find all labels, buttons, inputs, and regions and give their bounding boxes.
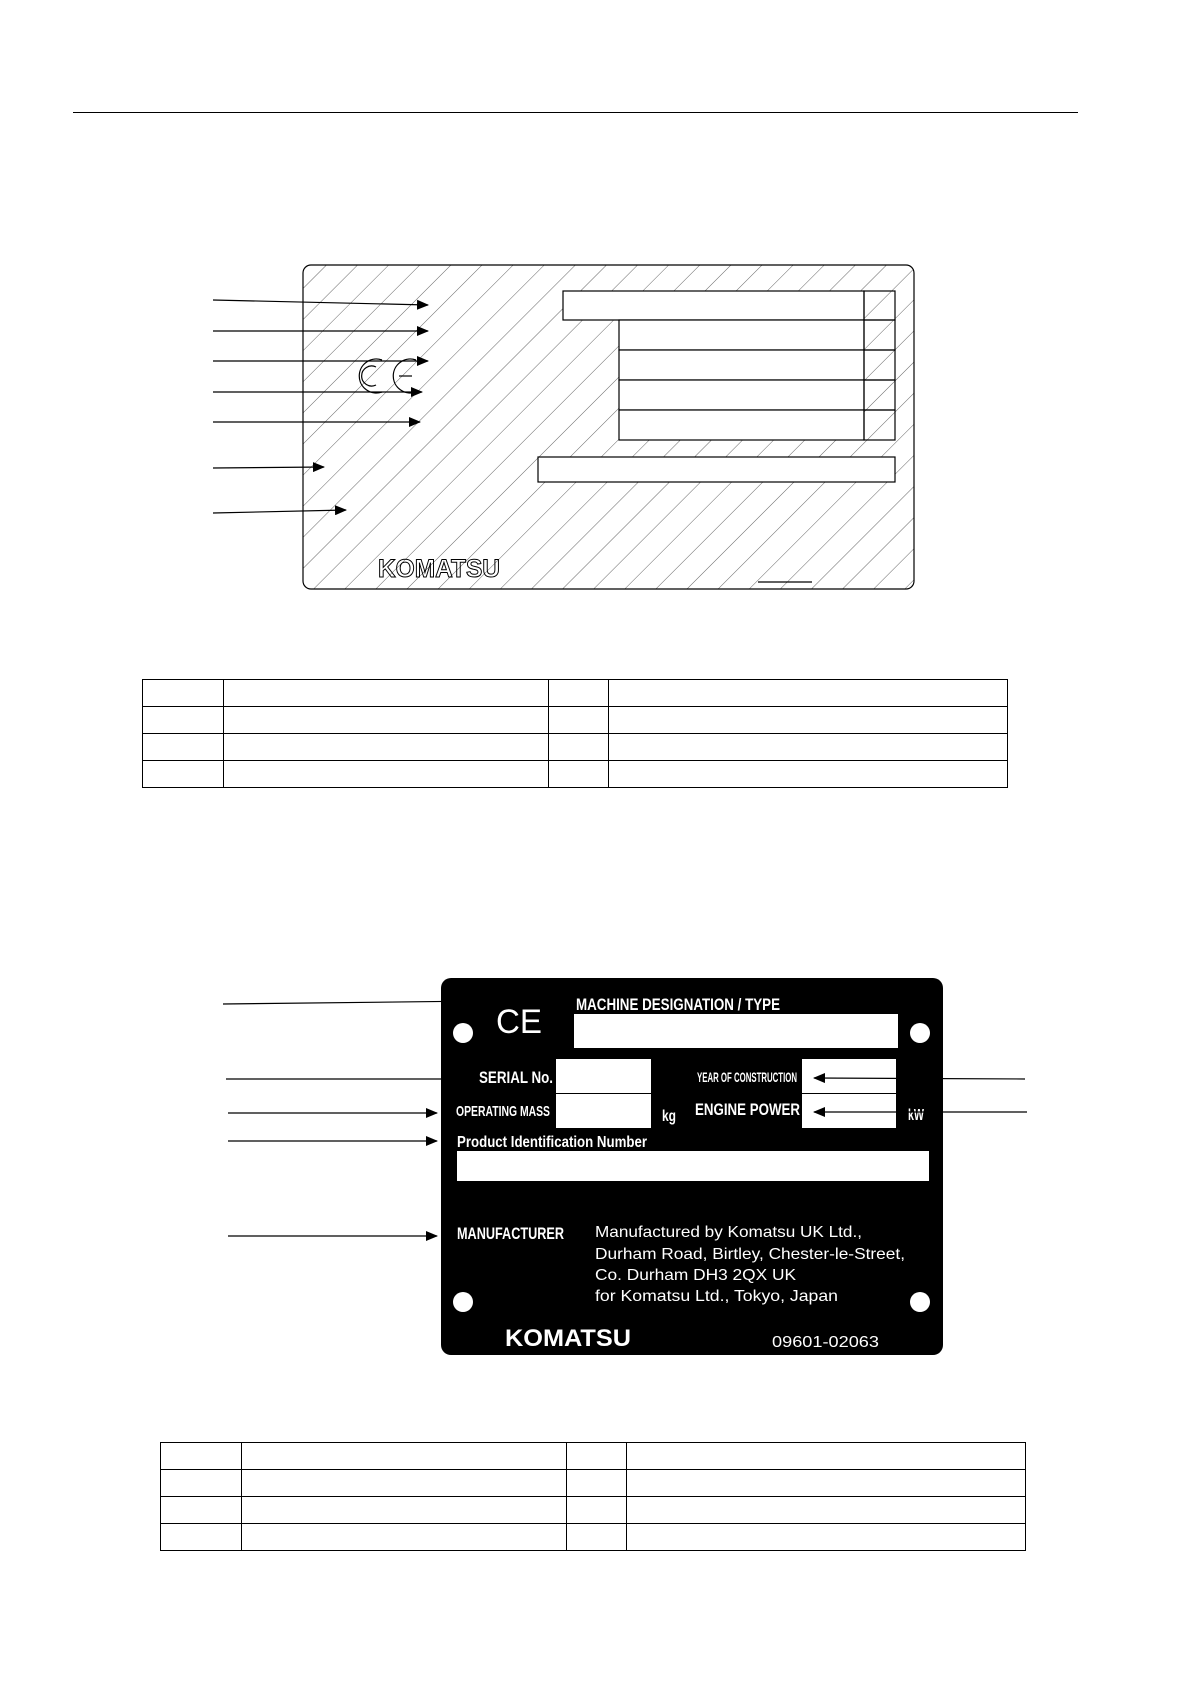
table-cell <box>549 680 609 707</box>
table-cell <box>224 761 549 788</box>
callout-table-2 <box>160 1442 1026 1551</box>
serial-number-label: SERIAL No. <box>479 1068 553 1087</box>
table-row <box>143 680 1008 707</box>
table-row <box>161 1443 1026 1470</box>
table-cell <box>143 707 224 734</box>
manufacturer-line-2: Durham Road, Birtley, Chester-le-Street, <box>595 1246 905 1263</box>
table-cell <box>567 1443 627 1470</box>
table-cell <box>549 707 609 734</box>
field-box-mass <box>619 380 864 410</box>
table-cell <box>161 1497 242 1524</box>
mounting-hole <box>910 1023 930 1043</box>
table-cell <box>627 1470 1026 1497</box>
mass-unit: kg <box>662 1108 676 1125</box>
pin-field <box>457 1151 929 1181</box>
serial-number-field <box>556 1059 651 1093</box>
table-row <box>143 734 1008 761</box>
table-row <box>143 761 1008 788</box>
table-cell <box>567 1470 627 1497</box>
nameplate-figure <box>223 978 1027 1355</box>
table-cell <box>242 1443 567 1470</box>
table-cell <box>143 680 224 707</box>
callout-table-1 <box>142 679 1008 788</box>
field-box-serial <box>619 320 864 350</box>
year-of-construction-label: YEAR OF CONSTRUCTION <box>697 1069 797 1085</box>
manufacturer-line-4: for Komatsu Ltd., Tokyo, Japan <box>595 1288 838 1305</box>
table-cell <box>143 761 224 788</box>
manufacturer-label: MANUFACTURER <box>457 1224 564 1243</box>
operating-mass-field <box>556 1094 651 1128</box>
manufacturer-line-1: Manufactured by Komatsu UK Ltd., <box>595 1224 862 1241</box>
pin-label: Product Identification Number <box>457 1134 647 1151</box>
table-cell <box>549 761 609 788</box>
komatsu-logo: KOMATSU <box>505 1325 631 1352</box>
table-cell <box>609 734 1008 761</box>
table-cell <box>549 734 609 761</box>
table-row <box>161 1470 1026 1497</box>
komatsu-logo-outline: KOMATSU <box>378 555 500 583</box>
field-box-pin <box>538 457 895 482</box>
manufacturer-line-3: Co. Durham DH3 2QX UK <box>595 1267 797 1284</box>
table-cell <box>224 707 549 734</box>
table-cell <box>627 1443 1026 1470</box>
mounting-hole <box>453 1023 473 1043</box>
table-cell <box>609 761 1008 788</box>
table-cell <box>609 707 1008 734</box>
table-cell <box>224 734 549 761</box>
table-row <box>161 1524 1026 1551</box>
table-cell <box>567 1524 627 1551</box>
field-box-year <box>619 350 864 380</box>
year-of-construction-field <box>802 1059 896 1093</box>
engine-power-label: ENGINE POWER <box>695 1100 800 1119</box>
power-unit: kW <box>908 1107 925 1124</box>
field-box-designation <box>563 291 864 320</box>
table-cell <box>161 1470 242 1497</box>
table-cell <box>224 680 549 707</box>
machine-designation-field <box>574 1014 898 1048</box>
part-number: 09601-02063 <box>772 1334 880 1351</box>
plate-outline-figure <box>213 265 914 589</box>
machine-designation-label: MACHINE DESIGNATION / TYPE <box>576 995 780 1014</box>
table-cell <box>242 1497 567 1524</box>
mounting-hole <box>453 1292 473 1312</box>
table-cell <box>143 734 224 761</box>
table-row <box>143 707 1008 734</box>
table-cell <box>242 1524 567 1551</box>
engine-power-field <box>802 1094 896 1128</box>
ce-mark-icon: CE <box>496 1003 542 1041</box>
table-cell <box>242 1470 567 1497</box>
operating-mass-label: OPERATING MASS <box>456 1103 550 1120</box>
table-cell <box>567 1497 627 1524</box>
table-row <box>161 1497 1026 1524</box>
table-cell <box>627 1497 1026 1524</box>
table-cell <box>627 1524 1026 1551</box>
mounting-hole <box>910 1292 930 1312</box>
field-box-power <box>619 410 864 440</box>
table-cell <box>161 1524 242 1551</box>
table-cell <box>161 1443 242 1470</box>
table-cell <box>609 680 1008 707</box>
